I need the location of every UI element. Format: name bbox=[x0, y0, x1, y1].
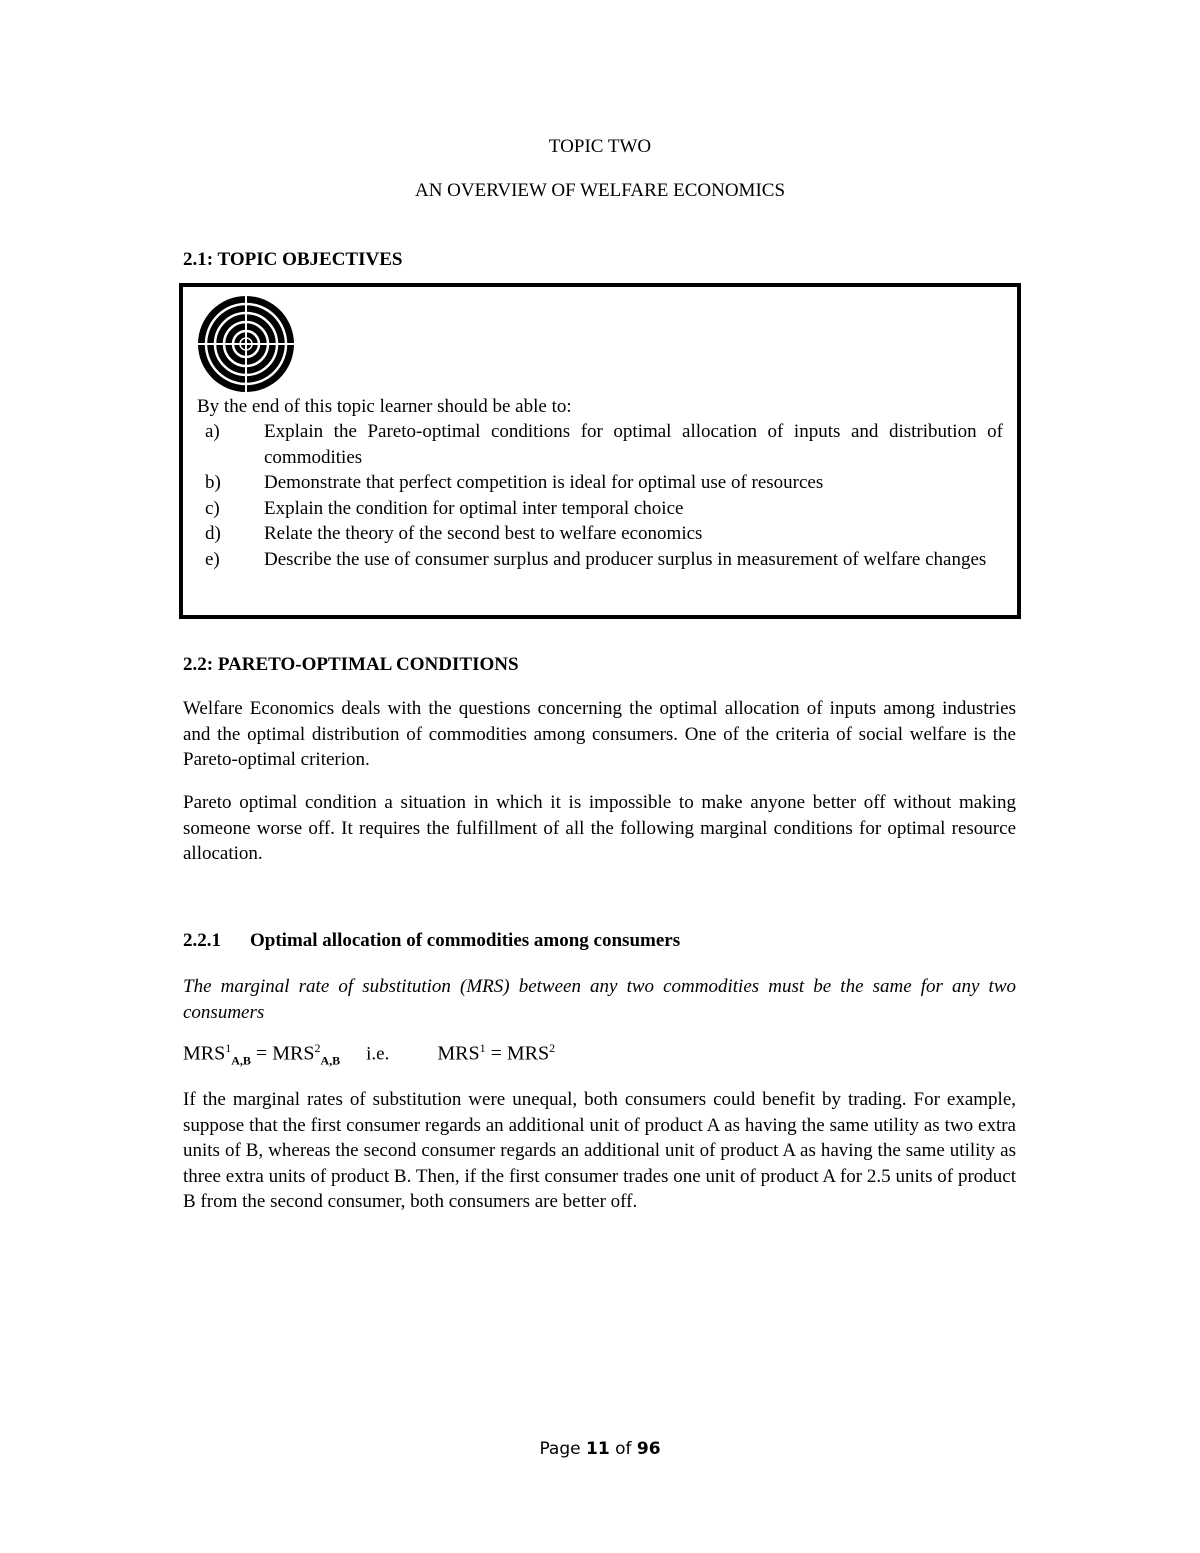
subsection-number: 2.2.1 bbox=[183, 930, 221, 951]
footer-of-word: of bbox=[615, 1439, 632, 1459]
mrs-statement: The marginal rate of substitution (MRS) between any two commodities must be the same for any two consumers bbox=[183, 976, 1016, 1023]
paragraph-pareto-optimal: Pareto optimal condition a situation in which it is impossible to make anyone better off without making someone worse off. It requires the fulfillment of all the following marginal conditions for optimal resource allocation. bbox=[183, 792, 1016, 864]
objective-item bbox=[197, 419, 1003, 470]
objective-marker: c) bbox=[205, 497, 220, 519]
objective-marker: e) bbox=[205, 548, 220, 570]
paragraph-mrs-trading: If the marginal rates of substitution were unequal, both consumers could benefit by trading. For example, suppose that the first consumer regards an additional unit of product A as having the same utility as two extra units of B, whereas the second consumer regards an additional unit of product A as having the same utility as three extra units of product B. Then, if the first consumer trades one unit of product A for 2.5 units of product B from the second consumer, both consumers are better off. bbox=[183, 1089, 1016, 1212]
section-heading-2-2: 2.2: PARETO-OPTIMAL CONDITIONS bbox=[183, 654, 519, 675]
formula-sup: 1 bbox=[479, 1041, 486, 1055]
formula-eq: = bbox=[250, 1042, 273, 1065]
objective-item bbox=[197, 470, 1003, 496]
footer-page-number: 11 bbox=[586, 1439, 610, 1459]
objective-item bbox=[197, 547, 1003, 573]
objective-text: Demonstrate that perfect competition is ideal for optimal use of resources bbox=[264, 472, 824, 493]
formula-term: MRS bbox=[272, 1042, 315, 1065]
objective-item bbox=[197, 496, 1003, 522]
formula-sub: A,B bbox=[320, 1053, 341, 1068]
objectives-intro: By the end of this topic learner should be able to: bbox=[197, 396, 572, 417]
formula-sup: 2 bbox=[549, 1041, 556, 1055]
target-icon bbox=[196, 294, 296, 394]
formula-term: MRS bbox=[437, 1042, 480, 1065]
objective-item bbox=[197, 521, 1003, 547]
objective-text: Describe the use of consumer surplus and producer surplus in measurement of welfare changes bbox=[264, 548, 987, 570]
footer-total-pages: 96 bbox=[636, 1439, 661, 1459]
subsection-heading-2-2-1 bbox=[183, 930, 680, 952]
objective-marker: b) bbox=[205, 472, 221, 493]
objective-marker: a) bbox=[205, 421, 220, 442]
formula-term: MRS bbox=[506, 1042, 550, 1065]
objective-text: Explain the Pareto-optimal conditions for optimal allocation of inputs and distribution of commodities bbox=[264, 421, 1003, 468]
paragraph-welfare-economics: Welfare Economics deals with the questions concerning the optimal allocation of inputs among industries and the optimal distribution of commodities among consumers. One of the criteria of social welfare is the Pareto-optimal criterion. bbox=[183, 698, 1016, 770]
formula-ie: i.e. bbox=[366, 1043, 390, 1065]
objectives-heading: 2.1: TOPIC OBJECTIVES bbox=[183, 249, 403, 270]
topic-label: TOPIC TWO bbox=[548, 136, 652, 157]
objective-text: Relate the theory of the second best to welfare economics bbox=[264, 523, 703, 544]
formula-sup: 1 bbox=[225, 1041, 232, 1055]
footer-page-word: Page bbox=[539, 1439, 581, 1459]
formula-eq: = bbox=[485, 1042, 507, 1065]
objectives-list bbox=[197, 419, 1003, 572]
objective-text: Explain the condition for optimal inter temporal choice bbox=[264, 497, 684, 519]
page-title: AN OVERVIEW OF WELFARE ECONOMICS bbox=[414, 180, 786, 201]
mrs-formula bbox=[183, 1041, 555, 1069]
page-footer bbox=[0, 1439, 1200, 1459]
formula-term: MRS bbox=[183, 1042, 226, 1065]
objective-marker: d) bbox=[205, 523, 221, 544]
formula-sup: 2 bbox=[314, 1041, 321, 1055]
subsection-title: Optimal allocation of commodities among consumers bbox=[250, 930, 681, 951]
formula-sub: A,B bbox=[231, 1053, 251, 1068]
